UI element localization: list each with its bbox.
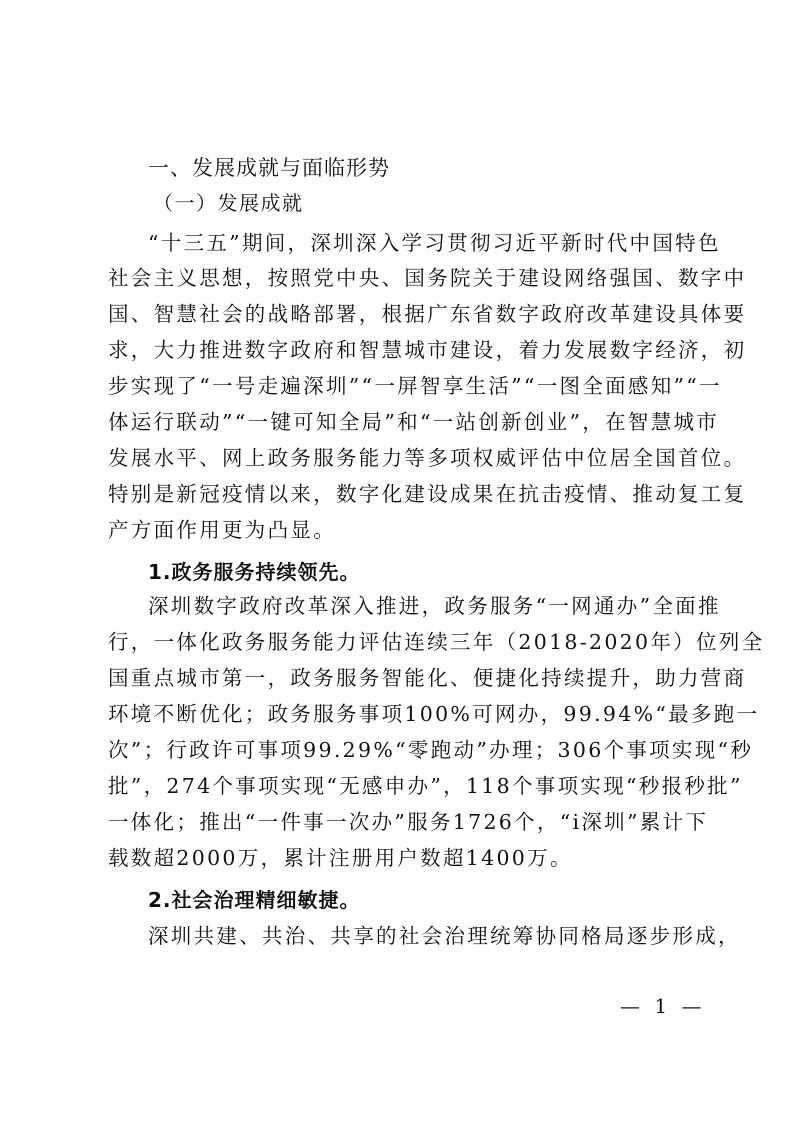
- paragraph-line: 环境不断优化；政务服务事项100%可网办，99.94%“最多跑一: [108, 702, 760, 726]
- paragraph-line: “十三五”期间，深圳深入学习贯彻习近平新时代中国特色: [148, 231, 721, 255]
- paragraph-line: 特别是新冠疫情以来，数字化建设成果在抗击疫情、推动复工复: [108, 482, 747, 506]
- page-number: — 1 —: [620, 994, 706, 1018]
- paragraph-line: 载数超2000万，累计注册用户数超1400万。: [108, 846, 573, 870]
- paragraph-line: 步实现了“一号走遍深圳”“一屏智享生活”“一图全面感知”“一: [108, 374, 722, 398]
- paragraph-line: 次”；行政许可事项99.29%“零跑动”办理；306个事项实现“秒: [108, 738, 754, 762]
- section-heading-1: 一、发展成就与面临形势: [148, 156, 390, 180]
- paragraph-line: 深圳共建、共治、共享的社会治理统筹协同格局逐步形成，: [148, 924, 741, 948]
- paragraph-line: 国、智慧社会的战略部署，根据广东省数字政府改革建设具体要: [108, 302, 747, 326]
- paragraph-line: 体运行联动”“一键可知全局”和“一站创新创业”，在智慧城市: [108, 410, 720, 434]
- subsection-heading: （一）发展成就: [153, 191, 304, 215]
- paragraph-line: 产方面作用更为凸显。: [108, 518, 336, 542]
- section-title-social-governance: 2.社会治理精细敏捷。: [148, 888, 361, 912]
- paragraph-line: 求，大力推进数字政府和智慧城市建设，着力发展数字经济，初: [108, 338, 747, 362]
- section-title-government-services: 1.政务服务持续领先。: [148, 560, 361, 584]
- paragraph-line: 国重点城市第一，政务服务智能化、便捷化持续提升，助力营商: [108, 666, 747, 690]
- paragraph-line: 发展水平、网上政务服务能力等多项权威评估中位居全国首位。: [108, 446, 747, 470]
- paragraph-line: 社会主义思想，按照党中央、国务院关于建设网络强国、数字中: [108, 266, 747, 290]
- paragraph-line: 一体化；推出“一件事一次办”服务1726个，“i深圳”累计下: [108, 810, 709, 834]
- paragraph-line: 行，一体化政务服务能力评估连续三年（2018-2020年）位列全: [108, 630, 765, 654]
- paragraph-line: 深圳数字政府改革深入推进，政务服务“一网通办”全面推: [148, 594, 721, 618]
- paragraph-line: 批”，274个事项实现“无感申办”，118个事项实现“秒报秒批”: [108, 774, 743, 798]
